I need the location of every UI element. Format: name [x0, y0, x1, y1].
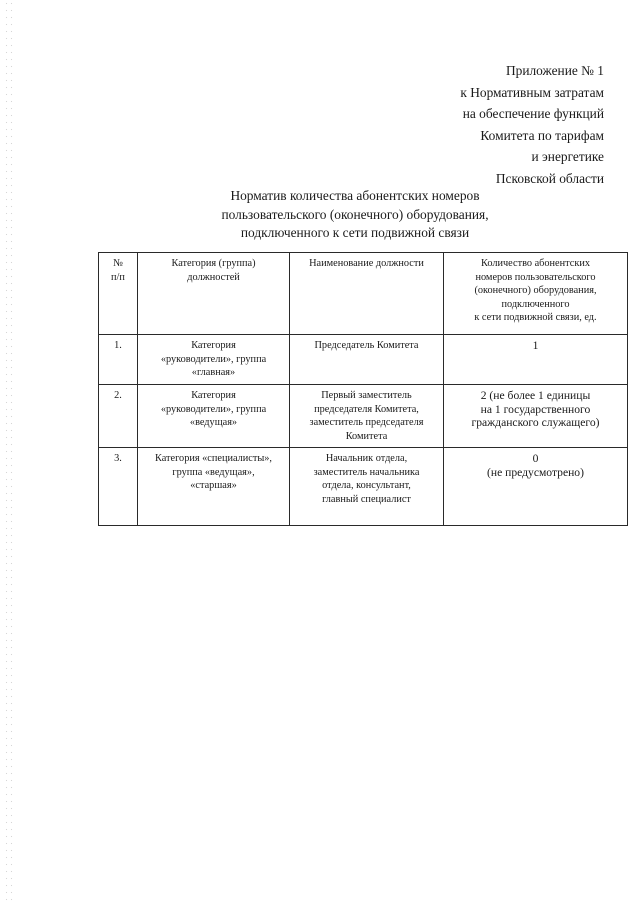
- row-category: Категория «руководители», группа «ведущая»: [138, 385, 290, 448]
- row-category: Категория «руководители», группа «главная»: [138, 335, 290, 385]
- table-header-row: [99, 253, 628, 335]
- title-line: пользовательского (оконечного) оборудования,: [221, 206, 489, 222]
- appendix-line: Приложение № 1: [505, 63, 604, 78]
- appendix-note: [460, 60, 604, 189]
- document-title: [150, 187, 560, 243]
- header-category: Категория (группа) должностей: [138, 253, 290, 335]
- row-position: Начальник отдела, заместитель начальника отдела, консультант, главный специалист: [290, 448, 444, 526]
- appendix-line: Псковской области: [495, 170, 604, 186]
- title-line: подключенного к сети подвижной связи: [240, 225, 470, 240]
- row-category: Категория «специалисты», группа «ведущая», «старшая»: [138, 448, 290, 526]
- header-number: № п/п: [99, 253, 138, 335]
- row-quantity: 0 (не предусмотрено): [444, 448, 628, 526]
- header-quantity: Количество абонентских номеров пользовательского (оконечного) оборудования, подключенного к сети подвижной связи, ед.: [444, 253, 628, 335]
- table-row: [99, 448, 628, 526]
- row-number: 1.: [99, 335, 138, 385]
- scan-edge-noise: [4, 0, 14, 905]
- row-quantity: 1: [444, 335, 628, 385]
- row-position: Председатель Комитета: [290, 335, 444, 385]
- table-row: [99, 335, 628, 385]
- title-line: Норматив количества абонентских номеров: [230, 188, 480, 203]
- row-position: Первый заместитель председателя Комитета, заместитель председателя Комитета: [290, 385, 444, 448]
- row-number: 2.: [99, 385, 138, 448]
- norm-table: [98, 252, 628, 526]
- row-quantity: 2 (не более 1 единицы на 1 государственного гражданского служащего): [444, 385, 628, 448]
- appendix-line: к Нормативным затратам: [460, 84, 604, 100]
- appendix-line: на обеспечение функций: [462, 106, 604, 121]
- table-row: [99, 385, 628, 448]
- row-number: 3.: [99, 448, 138, 526]
- appendix-line: Комитета по тарифам: [480, 127, 604, 143]
- appendix-line: и энергетике: [531, 149, 604, 164]
- header-position: Наименование должности: [290, 253, 444, 335]
